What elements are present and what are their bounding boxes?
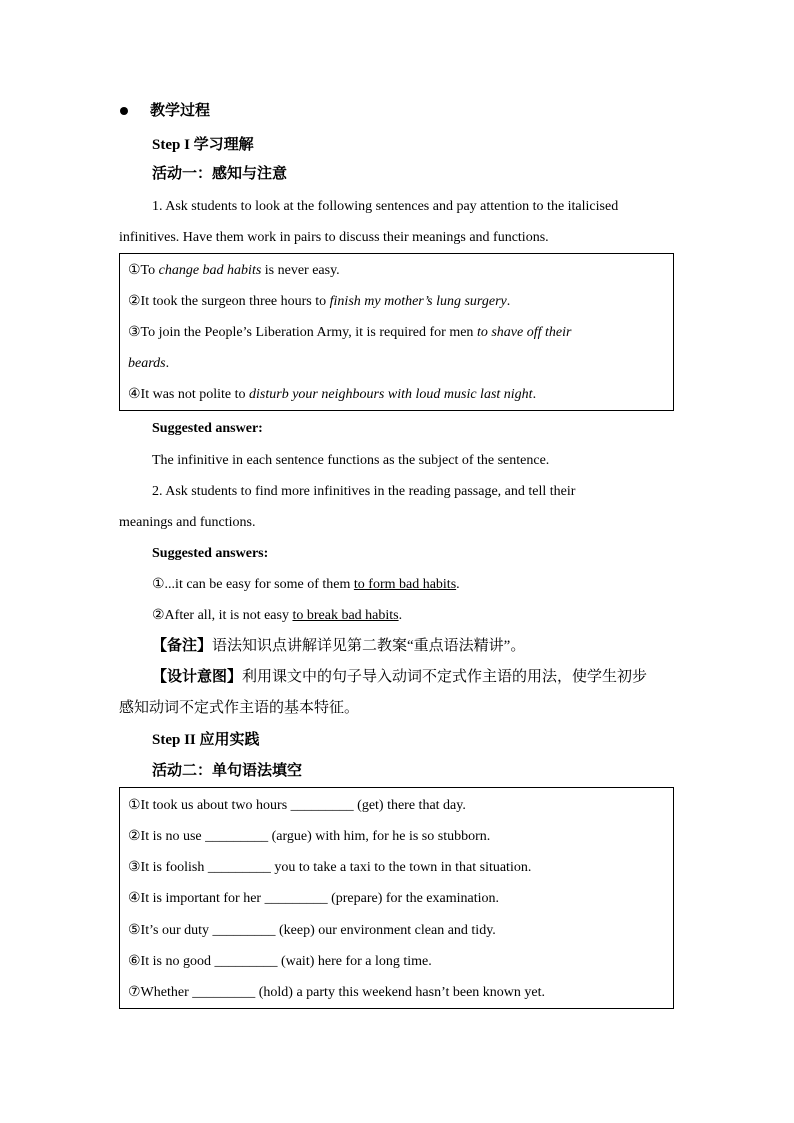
- note-label: 【备注】: [152, 638, 213, 654]
- suggested-answer-text: The infinitive in each sentence functions as the subject of the sentence.: [152, 453, 550, 468]
- step2-heading: Step II 应用实践: [152, 732, 260, 748]
- example-sentences-box: [119, 253, 674, 411]
- exercise-item-3: ③It is foolish _________ you to take a taxi to the town in that situation.: [128, 860, 532, 875]
- exercise-item-5: ⑤It’s our duty _________ (keep) our environment clean and tidy.: [128, 923, 496, 938]
- example-sentence-3-cont: beards.: [128, 356, 170, 371]
- suggested-answers-label: Suggested answers:: [152, 546, 269, 561]
- example-sentence-4: ④It was not polite to disturb your neighbours with loud music last night.: [128, 387, 537, 402]
- fill-blank-box: [119, 787, 674, 1009]
- underlined-infinitive: to form bad habits: [353, 577, 457, 592]
- italic-infinitive: finish my mother’s lung surgery: [329, 294, 507, 309]
- underlined-infinitive: to break bad habits: [292, 608, 399, 623]
- task1-line1: 1. Ask students to look at the following sentences and pay attention to the italicised: [152, 199, 619, 214]
- example-sentence-1: ①To change bad habits is never easy.: [128, 263, 340, 278]
- section-heading: 教学过程: [150, 103, 211, 119]
- italic-infinitive: disturb your neighbours with loud music last night: [249, 387, 533, 402]
- italic-infinitive: change bad habits: [158, 263, 262, 278]
- design-line-2: 感知动词不定式作主语的基本特征。: [119, 700, 360, 716]
- design-label: 【设计意图】: [152, 669, 243, 685]
- task2-line1: 2. Ask students to find more infinitives in the reading passage, and tell their: [152, 484, 576, 499]
- bullet-icon: [120, 107, 128, 115]
- answer-2: ②After all, it is not easy to break bad habits.: [152, 608, 403, 623]
- answer-1: ①...it can be easy for some of them to form bad habits.: [152, 577, 460, 592]
- design-text: 利用课文中的句子导入动词不定式作主语的用法，使学生初步: [242, 669, 648, 685]
- exercise-item-6: ⑥It is no good _________ (wait) here for a long time.: [128, 954, 432, 969]
- activity2-heading: 活动二：单句语法填空: [152, 763, 303, 779]
- italic-infinitive: to shave off their: [476, 325, 572, 340]
- step1-heading: Step I 学习理解: [152, 137, 254, 153]
- activity1-heading: 活动一：感知与注意: [152, 166, 288, 182]
- example-sentence-2: ②It took the surgeon three hours to finish my mother’s lung surgery.: [128, 294, 511, 309]
- exercise-item-7: ⑦Whether _________ (hold) a party this weekend hasn’t been known yet.: [128, 985, 546, 1000]
- example-sentence-3: ③To join the People’s Liberation Army, it is required for men to shave off their: [128, 325, 572, 340]
- note-text: 语法知识点讲解详见第二教案“重点语法精讲”。: [212, 638, 526, 654]
- suggested-answer-label: Suggested answer:: [152, 421, 263, 436]
- exercise-item-2: ②It is no use _________ (argue) with him, for he is so stubborn.: [128, 829, 491, 844]
- exercise-item-1: ①It took us about two hours _________ (get) there that day.: [128, 798, 466, 813]
- design-line-1: [152, 668, 647, 686]
- task2-line2: meanings and functions.: [119, 515, 256, 530]
- exercise-item-4: ④It is important for her _________ (prepare) for the examination.: [128, 891, 499, 906]
- task1-line2: infinitives. Have them work in pairs to discuss their meanings and functions.: [119, 230, 549, 245]
- note-line: [152, 637, 525, 655]
